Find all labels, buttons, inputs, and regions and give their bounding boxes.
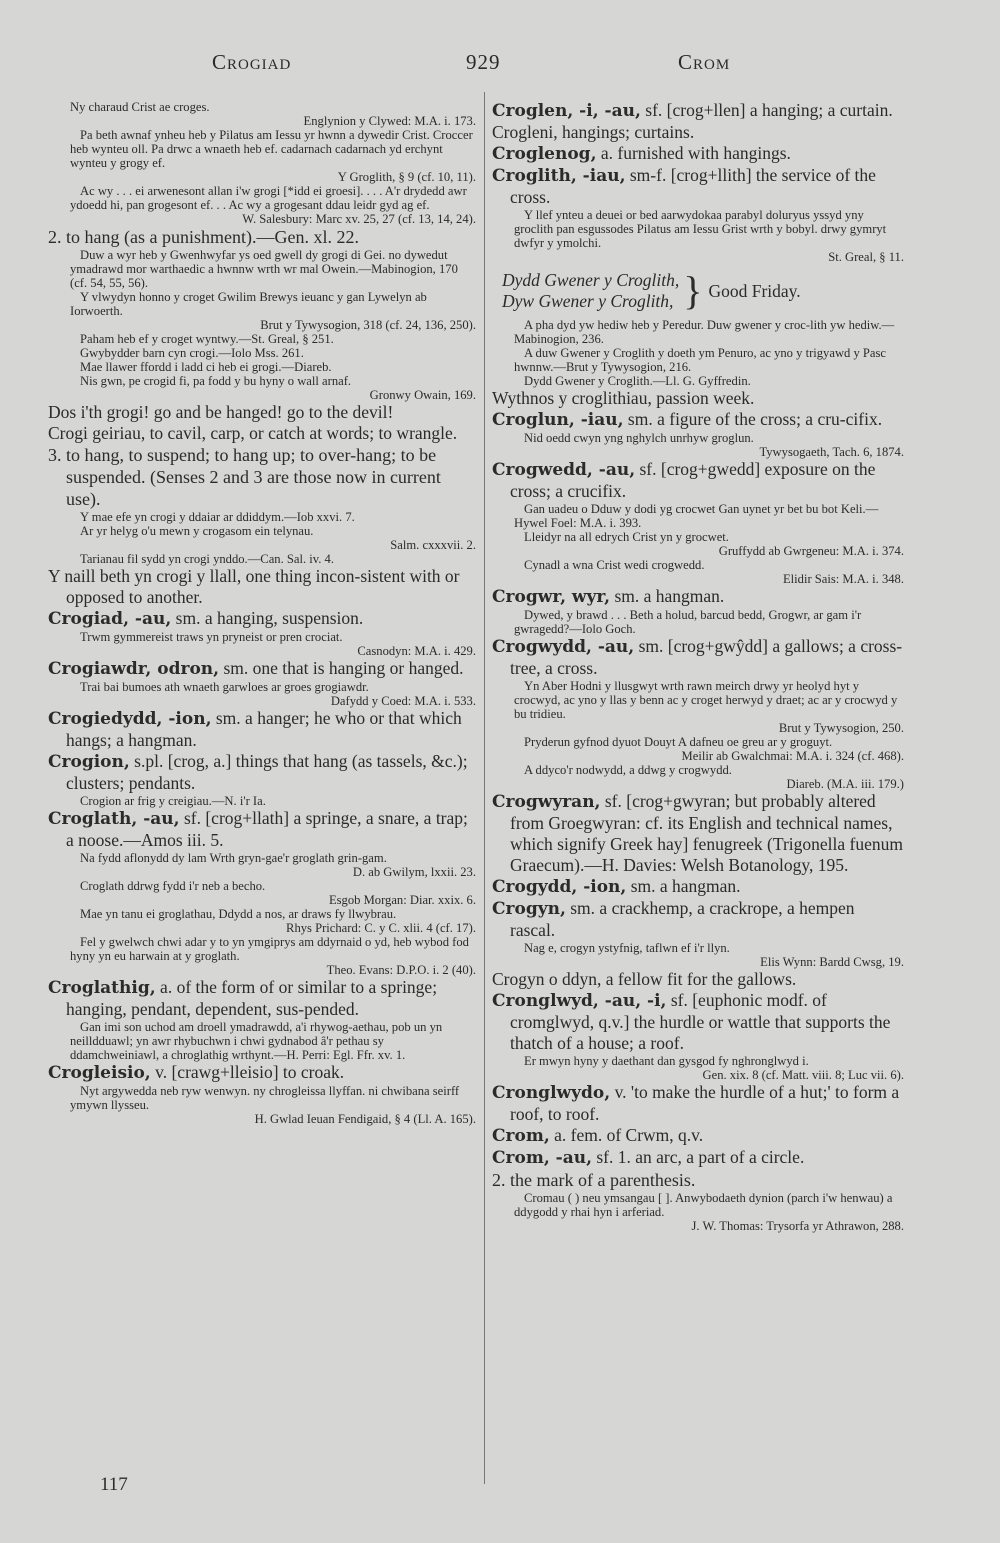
quotation: A pha dyd yw hediw heb y Peredur. Duw gwener y croc-lith yw hediw.—Mabinogion, 236.: [514, 318, 895, 346]
entry-definition: sm-f. [crog+llith] the service of the cross.: [510, 165, 876, 207]
quotation: A ddyco'r nodwydd, a ddwg y crogwydd.: [524, 763, 732, 777]
quotation: Nid oedd cwyn yng nghylch unrhyw groglun.: [524, 431, 754, 445]
entry-definition: sm. a figure of the cross; a cru-cifix.: [623, 409, 883, 429]
entry-headword: Crom,: [492, 1126, 550, 1146]
citation: Salm. cxxxvii. 2.: [390, 538, 476, 552]
braced-meaning: Good Friday.: [708, 280, 801, 301]
quotation: Pryderun gyfnod dyuot Douyt A dafneu oe greu ar y groguyt.: [524, 735, 833, 749]
quotation: Nag e, crogyn ystyfnig, taflwn ef i'r llyn.: [524, 941, 730, 955]
dictionary-entry: [492, 459, 904, 502]
entry-definition: sf. [crog+llath] a springe, a snare, a trap; a noose.—Amos iii. 5.: [66, 808, 468, 850]
citation: W. Salesbury: Marc xv. 25, 27 (cf. 13, 14, 24).: [242, 212, 476, 226]
citation: Gronwy Owain, 169.: [369, 388, 476, 402]
citation: J. W. Thomas: Trysorfa yr Athrawon, 288.: [691, 1219, 904, 1233]
entry-definition: a. furnished with hangings.: [596, 143, 791, 163]
citation: Brut y Tywysogion, 250.: [778, 721, 904, 735]
entry-definition: a. of the form of or similar to a springe; hanging, pendant, dependent, sus-pended.: [66, 977, 438, 1019]
signature-mark: 117: [100, 1474, 128, 1495]
citation: Englynion y Clywed: M.A. i. 173.: [303, 114, 476, 128]
quotation: Ar yr helyg o'u mewn y crogasom ein telynau.: [80, 524, 314, 538]
quotation: Er mwyn hyny y daethant dan gysgod fy nghronglwyd i.: [524, 1054, 809, 1068]
entry-definition: sm. a hangman.: [626, 876, 741, 896]
citation: Gruffydd ab Gwrgeneu: M.A. i. 374.: [718, 544, 904, 558]
quotation: Na fydd aflonydd dy lam Wrth gryn-gae'r groglath grin-gam.: [80, 851, 387, 865]
entry-definition: sm. [crog+gwŷdd] a gallows; a cross-tree, a cross.: [510, 636, 903, 678]
entry-definition: v. [crawg+lleisio] to croak.: [150, 1062, 345, 1082]
entry-headword: Crogiad, -au,: [48, 609, 172, 629]
dictionary-entry: [492, 1125, 904, 1147]
numbered-sense: 2. to hang (as a punishment).—Gen. xl. 22.: [48, 227, 359, 247]
running-header: [0, 50, 1000, 80]
entry-definition: sm. a crackhemp, a crackrope, a hempen rascal.: [510, 898, 855, 940]
entry-definition: sm. a hanging, suspension.: [171, 608, 364, 628]
citation: Dafydd y Coed: M.A. i. 533.: [330, 694, 476, 708]
citation: Elis Wynn: Bardd Cwsg, 19.: [760, 955, 904, 969]
citation: H. Gwlad Ieuan Fendigaid, § 4 (Ll. A. 165).: [254, 1112, 476, 1126]
entry-definition: sm. a hanger; he who or that which hangs; a hangman.: [66, 708, 462, 750]
entry-definition: sm. a hangman.: [610, 586, 725, 606]
entry-headword: Croglath, -au,: [48, 809, 180, 829]
phrase-definition: Crogyn o ddyn, a fellow fit for the gallows.: [492, 969, 797, 989]
dictionary-entry: [492, 409, 904, 431]
left-column: [48, 100, 476, 1126]
citation: Elidir Sais: M.A. i. 348.: [782, 572, 904, 586]
braced-lines: [492, 270, 679, 312]
citation: Diareb. (M.A. iii. 179.): [786, 777, 904, 791]
entry-definition: sm. one that is hanging or hanged.: [219, 658, 464, 678]
dictionary-entry: [492, 898, 904, 941]
phrase-definition: Crogleni, hangings; curtains.: [492, 122, 695, 142]
entry-headword: Crogwr, wyr,: [492, 587, 611, 607]
dictionary-entry: [492, 1082, 904, 1125]
header-left-guideword: Crogiad: [212, 50, 292, 74]
quotation: Tarianau fil sydd yn crogi ynddo.—Can. Sal. iv. 4.: [80, 552, 334, 566]
quotation: Gan uadeu o Dduw y dodi yg crocwet Gan uynet yr bet bu bot Keli.—Hywel Foel: M.A. i. 393.: [514, 502, 879, 530]
dictionary-entry: [492, 586, 904, 608]
quotation: Dywed, y brawd . . . Beth a holud, barcud bedd, Grogwr, ar gam i'r gwragedd?—Iolo Goch.: [514, 608, 862, 636]
quotation: Lleidyr na all edrych Crist yn y grocwet.: [524, 530, 729, 544]
entry-definition: sf. 1. an arc, a part of a circle.: [592, 1147, 805, 1167]
quotation: A duw Gwener y Croglith y doeth ym Penuro, ac yno y trigyawd y Pasc hwnnw.—Brut y Tywysogion, 216.: [514, 346, 887, 374]
dictionary-entry: [492, 990, 904, 1054]
dictionary-entry: [492, 1147, 904, 1169]
page-number: 929: [466, 50, 501, 74]
quotation: Paham heb ef y croget wyntwy.—St. Greal, § 251.: [80, 332, 334, 346]
braced-line: Dyw Gwener y Croglith,: [502, 291, 674, 311]
entry-headword: Croglenog,: [492, 144, 597, 164]
entry-definition: sf. [crog+gwyran; but probably altered from Groegwyran: cf. its English and technical names, which signify Greek hay] fenugreek (Trigonella fuenum Graecum).—H. Davies: Welsh Botanology, 195.: [510, 791, 903, 875]
entry-definition: v. 'to make the hurdle of a hut;' to form a roof, to roof.: [510, 1082, 900, 1124]
citation: St. Greal, § 11.: [828, 250, 904, 264]
quotation: Fel y gwelwch chwi adar y to yn ymgiprys am ddyrnaid o yd, heb wybod fod hyny yn eu harwain at y groglath.: [70, 935, 469, 963]
entry-definition: a. fem. of Crwm, q.v.: [549, 1125, 704, 1145]
citation: Casnodyn: M.A. i. 429.: [357, 644, 476, 658]
dictionary-entry: [48, 1062, 476, 1084]
numbered-sense: 3. to hang, to suspend; to hang up; to over-hang; to be suspended. (Senses 2 and 3 are those now in current use).: [48, 445, 441, 509]
right-column: [492, 100, 904, 1233]
citation: Esgob Morgan: Diar. xxix. 6.: [328, 893, 476, 907]
quotation: Trai bai bumoes ath wnaeth garwloes ar groes grogiawdr.: [80, 680, 369, 694]
quotation: Ny charaud Crist ae croges.: [70, 100, 210, 114]
phrase-definition: Dos i'th grogi! go and be hanged! go to the devil!: [48, 402, 394, 422]
entry-headword: Croglathig,: [48, 978, 156, 998]
entry-headword: Crogydd, -ion,: [492, 877, 627, 897]
entry-definition: sf. [euphonic modf. of cromglwyd, q.v.] the hurdle or wattle that supports the thatch of a house; a roof.: [510, 990, 891, 1053]
phrase-definition: Crogi geiriau, to cavil, carp, or catch at words; to wrangle.: [48, 423, 458, 443]
entry-headword: Cronglwyd, -au, -i,: [492, 991, 667, 1011]
entry-headword: Crogwydd, -au,: [492, 637, 635, 657]
dictionary-entry: [492, 876, 904, 898]
dictionary-entry: [48, 608, 476, 630]
entry-headword: Croglith, -iau,: [492, 166, 626, 186]
quotation: Trwm gymmereist traws yn pryneist or pren crociat.: [80, 630, 343, 644]
dictionary-entry: [48, 658, 476, 680]
entry-headword: Crogiawdr, odron,: [48, 659, 220, 679]
dictionary-entry: [492, 143, 904, 165]
dictionary-entry: [48, 708, 476, 751]
dictionary-entry: [48, 808, 476, 851]
quotation: Dydd Gwener y Croglith.—Ll. G. Gyffredin.: [524, 374, 751, 388]
entry-headword: Croglun, -iau,: [492, 410, 624, 430]
dictionary-entry: [492, 165, 904, 208]
quotation: Nis gwn, pe crogid fi, pa fodd y bu hyny o wall arnaf.: [80, 374, 352, 388]
quotation: Gan imi son uchod am droell ymadrawdd, a'i rhywog-aethau, pob un yn neilldduawl; yn awr rhybuchwn i chwi gydnabod â'r pethau sy ddamchweiniawl, a chroglathig wrthynt.—H. Perri: Egl. Ffr. xv. 1.: [70, 1020, 443, 1062]
citation: Brut y Tywysogion, 318 (cf. 24, 136, 250).: [260, 318, 476, 332]
citation: Gen. xix. 8 (cf. Matt. viii. 8; Luc vii. 6).: [702, 1068, 904, 1082]
dictionary-entry: [48, 751, 476, 794]
entry-headword: Croglen, -i, -au,: [492, 101, 641, 121]
citation: Theo. Evans: D.P.O. i. 2 (40).: [326, 963, 476, 977]
quotation: Crogion ar frig y creigiau.—N. i'r Ia.: [80, 794, 266, 808]
entry-headword: Crogwyran,: [492, 792, 601, 812]
quotation: Yn Aber Hodni y llusgwyt wrth rawn meirch drwy yr heolyd hyt y crocwyd, ac yno y llas y benn ac y croget herwyd y draet; ac ar y crocwyd y bu tridieu.: [514, 679, 898, 721]
entry-headword: Crom, -au,: [492, 1148, 592, 1168]
citation: Meilir ab Gwalchmai: M.A. i. 324 (cf. 468).: [681, 749, 904, 763]
entry-headword: Crogleisio,: [48, 1063, 151, 1083]
dictionary-entry: [492, 791, 904, 876]
citation: D. ab Gwilym, lxxii. 23.: [352, 865, 476, 879]
brace-mark: }: [683, 268, 703, 313]
quotation: Mae llawer ffordd i ladd ci heb ei grogi.—Diareb.: [80, 360, 332, 374]
entry-headword: Crogion,: [48, 752, 130, 772]
braced-line: Dydd Gwener y Croglith,: [502, 270, 680, 290]
quotation: Nyt argywedda neb ryw wenwyn. ny chrogleissa llyffan. ni chwibana seirff ymywn llysseu.: [70, 1084, 460, 1112]
header-right-guideword: Crom: [678, 50, 731, 74]
quotation: Gwybydder barn cyn crogi.—Iolo Mss. 261.: [80, 346, 304, 360]
quotation: Cromau ( ) neu ymsangau [ ]. Anwybodaeth dynion (parch i'w henwau) a ddygodd y rhai hyn i arferiad.: [514, 1191, 893, 1219]
column-divider: [484, 92, 485, 1484]
quotation: Y mae efe yn crogi y ddaiar ar ddiddym.—Iob xxvi. 7.: [80, 510, 355, 524]
braced-phrase: [492, 270, 904, 312]
entry-headword: Crogwedd, -au,: [492, 460, 636, 480]
entry-headword: Cronglwydo,: [492, 1083, 611, 1103]
citation: Rhys Prichard: C. y C. xlii. 4 (cf. 17).: [286, 921, 476, 935]
entry-headword: Crogiedydd, -ion,: [48, 709, 212, 729]
dictionary-entry: [48, 977, 476, 1020]
phrase-definition: Y naill beth yn crogi y llall, one thing incon-sistent with or opposed to another.: [48, 566, 460, 607]
citation: Y Groglith, § 9 (cf. 10, 11).: [337, 170, 476, 184]
dictionary-entry: [492, 636, 904, 679]
quotation: Mae yn tanu ei groglathau, Ddydd a nos, ar draws fy llwybrau.: [80, 907, 397, 921]
phrase-definition: Wythnos y croglithiau, passion week.: [492, 388, 755, 408]
quotation: Cynadl a wna Crist wedi crogwedd.: [524, 558, 705, 572]
quotation: Croglath ddrwg fydd i'r neb a becho.: [80, 879, 266, 893]
entry-definition: s.pl. [crog, a.] things that hang (as tassels, &c.); clusters; pendants.: [66, 751, 468, 793]
quotation: Y vlwydyn honno y croget Gwilim Brewys ieuanc y gan Lywelyn ab Iorwoerth.: [70, 290, 427, 318]
entry-definition: sf. [crog+gwedd] exposure on the cross; a crucifix.: [510, 459, 876, 501]
quotation: Duw a wyr heb y Gwenhwyfar ys oed gwell dy grogi di Gei. no dywedut ymadrawd mor warthaedic a hwnnw wrth wr mal Owein.—Mabinogion, 170 (cf. 54, 55, 56).: [70, 248, 458, 290]
numbered-sense: 2. the mark of a parenthesis.: [492, 1170, 696, 1190]
dictionary-entry: [492, 100, 904, 122]
quotation: Y llef ynteu a deuei or bed aarwydokaa parabyl doluryus yssyd yny groclith pan esgussodes Pilatus am Iessu Grist wrth y bobyl. drwy gymryt dwfyr y ymolchi.: [514, 208, 887, 250]
entry-headword: Crogyn,: [492, 899, 566, 919]
quotation: Pa beth awnaf ynheu heb y Pilatus am Iessu yr hwnn a dywedir Crist. Croccer heb wynteu oll. Pa drwc a wnaeth heb ef. cadarnach cadarnach yd erchynt wynteu y grogy ef.: [70, 128, 473, 170]
entry-definition: sf. [crog+llen] a hanging; a curtain.: [640, 100, 893, 120]
quotation: Ac wy . . . ei arwenesont allan i'w grogi [*idd ei groesi]. . . . A'r drydedd awr ydoedd hi, pan grogesont ef. . . Ac wy a grogesant ddau leidr gyd ag ef.: [70, 184, 467, 212]
citation: Tywysogaeth, Tach. 6, 1874.: [759, 445, 904, 459]
